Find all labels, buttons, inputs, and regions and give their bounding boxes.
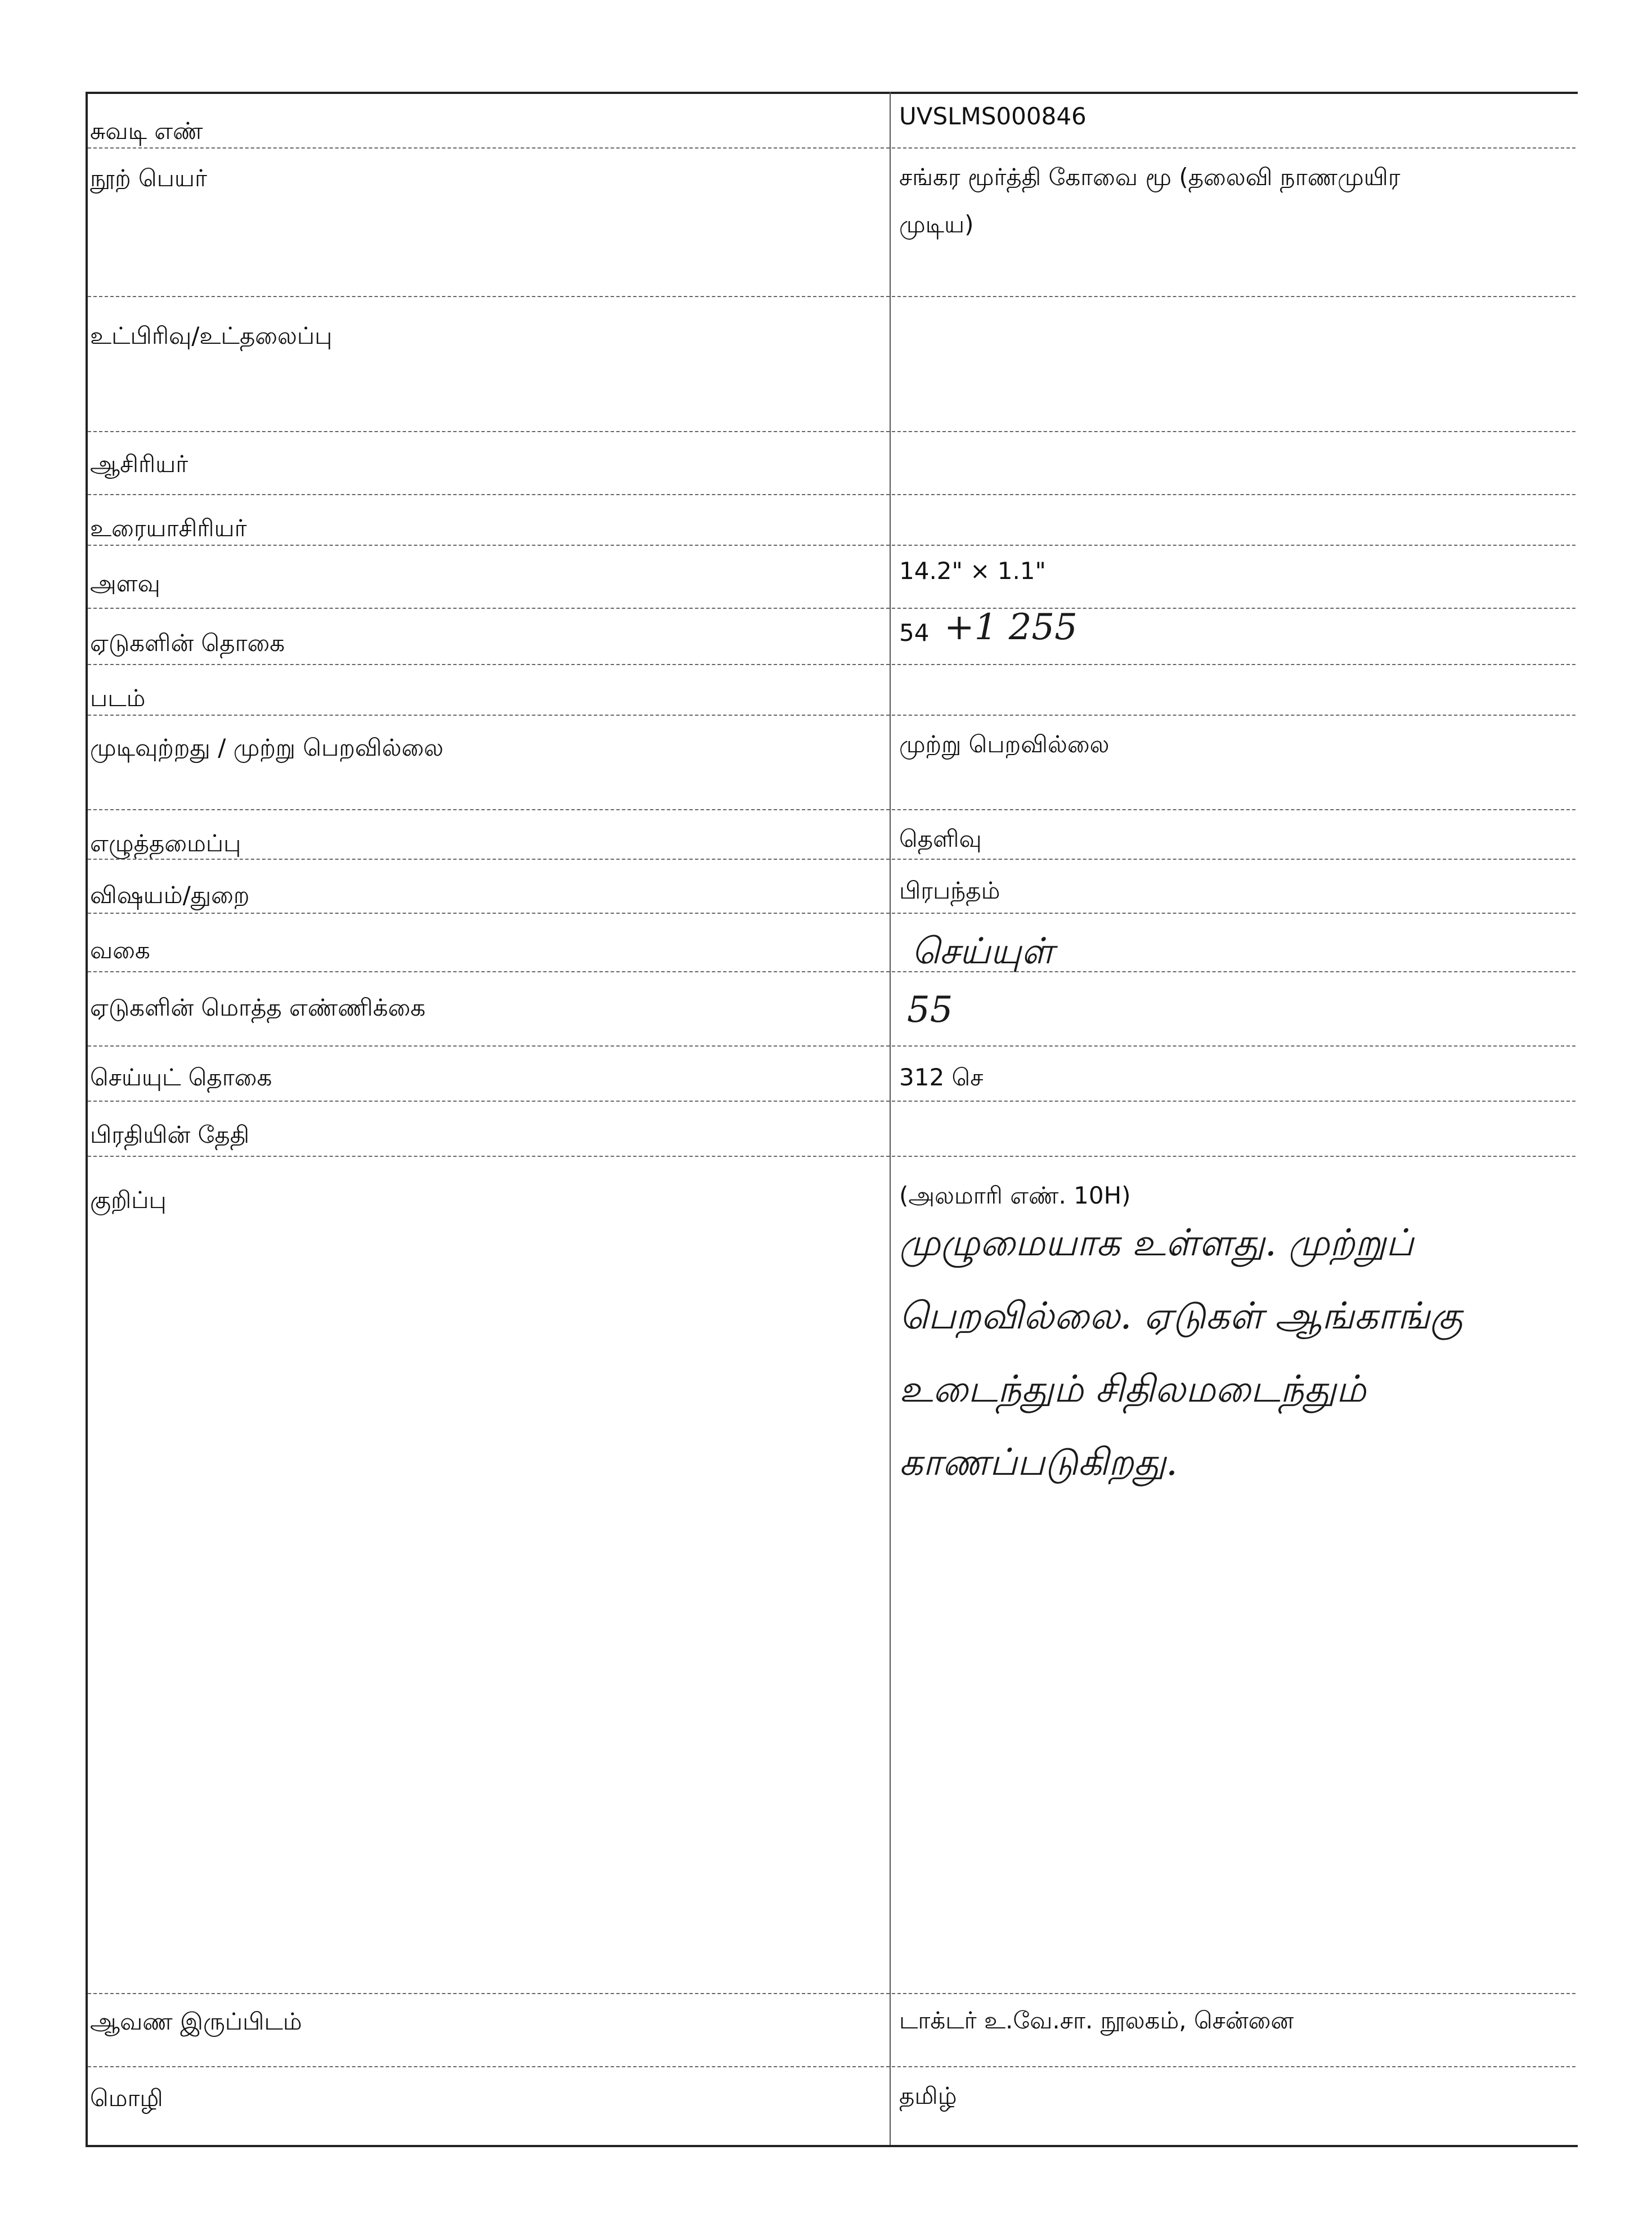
value-genre-handwritten: செய்யுள் [912,931,1054,972]
note-handwritten-line: முழுமையாக உள்ளது. முற்றுப் [899,1221,1414,1264]
row-separator [88,296,1575,297]
value-catalog-no: UVSLMS000846 [899,102,1087,130]
note-handwritten-line: உடைந்தும் சிதிலமடைந்தும் [899,1367,1366,1411]
label-copy-date: பிரதியின் தேதி [90,1121,250,1148]
label-picture: படம் [90,684,146,712]
row-separator [88,809,1575,810]
row-separator [88,1993,1575,1994]
value-size: 14.2" × 1.1" [899,557,1046,585]
label-leaf-count: ஏடுகளின் தொகை [90,629,285,657]
label-catalog-no: சுவடி எண் [90,117,203,145]
row-separator [88,971,1575,972]
row-separator [88,715,1575,716]
label-language: மொழி [90,2084,163,2112]
label-subdivision: உட்பிரிவு/உட்தலைப்பு [90,322,333,349]
row-separator [88,2066,1575,2067]
row-separator [88,608,1575,609]
label-subject: விஷயம்/துறை [90,881,250,909]
label-author: ஆசிரியர் [90,450,188,478]
row-separator [88,494,1575,495]
value-title-line2: முடிய) [899,210,974,238]
value-total-leaves-handwritten: 55 [907,989,953,1031]
value-completeness: முற்று பெறவில்லை [899,730,1110,758]
value-verse-count: 312 செ [899,1063,984,1091]
row-separator [88,147,1575,149]
row-separator [88,913,1575,914]
label-genre: வகை [90,936,150,964]
label-commentator: உரையாசிரியர் [90,514,247,542]
value-leaf-count-handwritten: +1 255 [944,607,1078,648]
row-separator [88,1045,1575,1047]
value-repository: டாக்டர் உ.வே.சா. நூலகம், சென்னை [899,2006,1294,2034]
label-verse-count: செய்யுட் தொகை [90,1063,272,1091]
value-notes-shelf: (அலமாரி எண். 10H) [899,1182,1131,1209]
label-repository: ஆவண இருப்பிடம் [90,2008,302,2035]
label-total-leaves: ஏடுகளின் மொத்த எண்ணிக்கை [90,994,426,1021]
label-size: அளவு [90,569,160,597]
value-language: தமிழ் [899,2082,957,2109]
catalog-form [86,92,1578,2147]
row-separator [88,859,1575,860]
value-subject: பிரபந்தம் [899,877,1000,904]
row-separator [88,1101,1575,1102]
label-script: எழுத்தமைப்பு [90,829,241,857]
label-title: நூற் பெயர் [90,164,207,192]
row-separator [88,1156,1575,1157]
row-separator [88,431,1575,432]
label-completeness: முடிவுற்றது / முற்று பெறவில்லை [90,734,444,761]
value-leaf-count: 54 [899,619,930,647]
row-separator [88,545,1575,546]
row-separator [88,664,1575,665]
value-title-line1: சங்கர மூர்த்தி கோவை மூ (தலைவி நாணமுயிர [899,163,1400,191]
value-script: தெளிவு [899,825,982,852]
label-notes: குறிப்பு [90,1186,167,1214]
column-divider [890,92,891,2145]
note-handwritten-line: காணப்படுகிறது. [899,1440,1178,1484]
note-handwritten-line: பெறவில்லை. ஏடுகள் ஆங்காங்கு [899,1294,1463,1337]
